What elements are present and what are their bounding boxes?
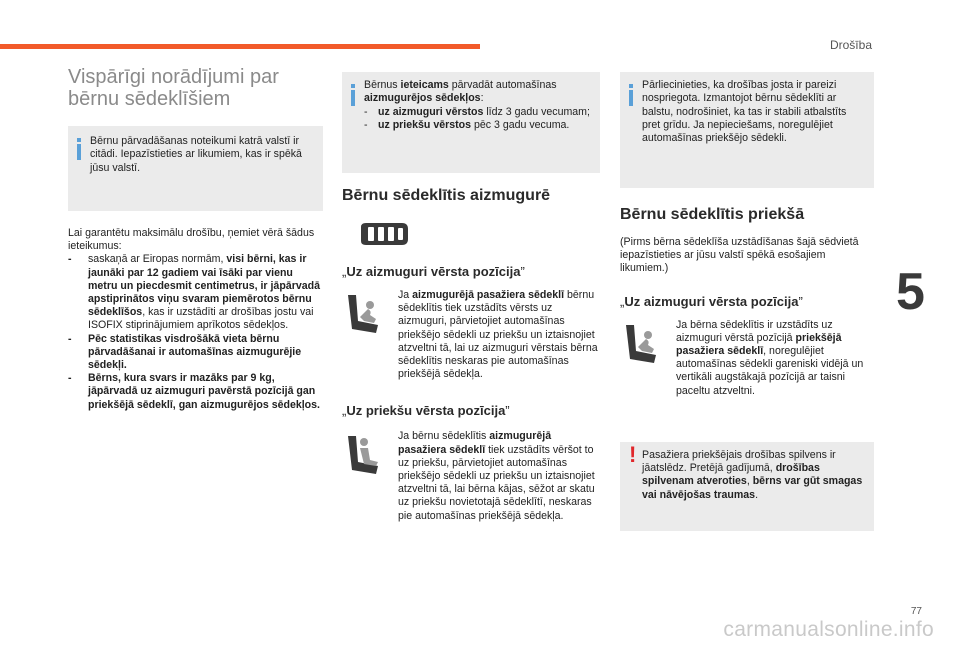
recommendation-list [68, 253, 323, 411]
info-text: Pārliecinieties, ka drošības josta ir pareizi nospriegota. Izmantojot bērnu sēdeklīti ar balstu, nodrošiniet, ka tas ir stabili atbalstīts pret grīdu. Ja nepieciešams, noregulējiet automašīnas priekšējo sēdekli. [642, 79, 847, 145]
list-item: - Pēc statistikas visdrošākā vieta bērnu pārvadāšanai ir automašīnas aizmugurējie sēdekļi. [68, 333, 323, 373]
section-name: Drošība [829, 38, 872, 52]
subheading-front-rear-facing: „Uz aizmuguri vērsta pozīcija” [620, 293, 803, 309]
column-rear-seat [342, 72, 600, 523]
heading-rear-seat: Bērnu sēdeklītis aizmugurē [342, 187, 551, 204]
chapter-number: 5 [896, 263, 925, 321]
info-icon [628, 84, 634, 106]
warning-box-airbag: ! Pasažiera priekšējais drošības spilvens ir jāatslēdz. Pretējā gadījumā, drošības spilvenam atveroties, bērns var gūt smagas vai nāvējošas traumas. [620, 442, 874, 531]
list-item: - uz priekšu vērstos pēc 3 gadu vecuma. [364, 119, 590, 132]
front-rear-facing-text: Ja bērna sēdeklītis ir uzstādīts uz aizmuguri vērstā pozīcijā priekšējā pasažiera sēdeklī, noregulējiet automašīnas sēdekli gareniski vidējā un vertikāli augstākajā pozīcijā ar taisni paceltu atzveltni. [676, 318, 864, 397]
rear-facing-item [342, 289, 600, 381]
info-box-seatbelt [620, 72, 874, 188]
subheading-forward-facing: „Uz priekšu vērsta pozīcija” [342, 403, 510, 419]
front-rear-facing-item [620, 319, 874, 398]
rear-facing-child-seat-icon [342, 289, 398, 381]
subheading-rear-facing: „Uz aizmuguri vērsta pozīcija” [342, 264, 525, 279]
rear-facing-child-seat-icon [620, 319, 676, 398]
forward-facing-item [342, 430, 600, 522]
header-accent-bar [0, 44, 480, 49]
heading-front-seat: Bērnu sēdeklītis priekšā [620, 206, 805, 223]
forward-facing-text: Ja bērnu sēdeklītis aizmugurējā pasažiera sēdeklī tiek uzstādīts vēršot to uz priekšu, pārvietojiet automašīnas priekšējo sēdekli uz priekšu un iztaisnojiet atzveltni tā, lai bērna kājas, sēžot ar skatu uz priekšu novietotajā sēdeklītī, neskaras pie automašīnas priekšējā sēdekļa. [398, 430, 595, 522]
front-intro-text: (Pirms bērna sēdeklīša uzstādīšanas šajā sēdvietā iepazīstieties ar jūsu valstī spēkā esošajiem likumiem.) [620, 236, 859, 275]
info-icon [76, 138, 82, 160]
general-text [68, 227, 323, 412]
car-top-view-icon [358, 221, 600, 252]
page-title: Vispārīgi norādījumi par bērnu sēdeklīšiem [68, 66, 279, 110]
forward-facing-child-seat-icon [342, 430, 398, 522]
info-box-laws [68, 126, 323, 211]
warning-icon: ! [629, 441, 637, 467]
watermark: carmanualsonline.info [723, 618, 934, 641]
info-icon [350, 84, 356, 106]
page-number: 77 [910, 606, 922, 617]
info-text: Bērnu pārvadāšanas noteikumi katrā valstī ir citādi. Iepazīstieties ar likumiem, kas ir spēkā jūsu valstī. [90, 135, 302, 174]
column-front-seat [620, 72, 874, 531]
list-item: - Bērns, kura svars ir mazāks par 9 kg, jāpārvadā uz aizmuguri pavērstā pozīcijā gan priekšējā sēdeklī, gan aizmugurējos sēdekļos. [68, 372, 323, 412]
intro-text: Lai garantētu maksimālu drošību, ņemiet vērā šādus ieteikumus: [68, 227, 315, 253]
rear-facing-text: Ja aizmugurējā pasažiera sēdeklī bērnu sēdeklītis tiek uzstādīts vērsts uz aizmuguri, pārvietojiet automašīnas priekšējo sēdekli uz priekšu un iztaisnojiet atzveltni tā, lai uz aizmuguri vērstais bērna sēdeklītis neskaras pie automašīnas priekšējā sēdekļa. [398, 289, 598, 381]
info-box-rear-recommendation: Bērnus ieteicams pārvadāt automašīnas aizmugurējos sēdekļos: - uz aizmuguri vērstos līdz 3 gadu vecumam; - uz priekšu vērstos pēc 3 gadu vecuma. [342, 72, 600, 173]
column-general [68, 66, 323, 412]
list-item: - saskaņā ar Eiropas normām, visi bērni, kas ir jaunāki par 12 gadiem vai īsāki par vienu metru un piecdesmit centimetrus, ir jāpārvadā apstiprinātos viņu svaram piemērotos bērnu sēdeklīšos, kas ir uzstādīti ar drošības jostu vai ISOFIX stiprinājumiem aprīkotos sēdekļos. [68, 253, 323, 332]
list-item: - uz aizmuguri vērstos līdz 3 gadu vecumam; [364, 106, 590, 119]
